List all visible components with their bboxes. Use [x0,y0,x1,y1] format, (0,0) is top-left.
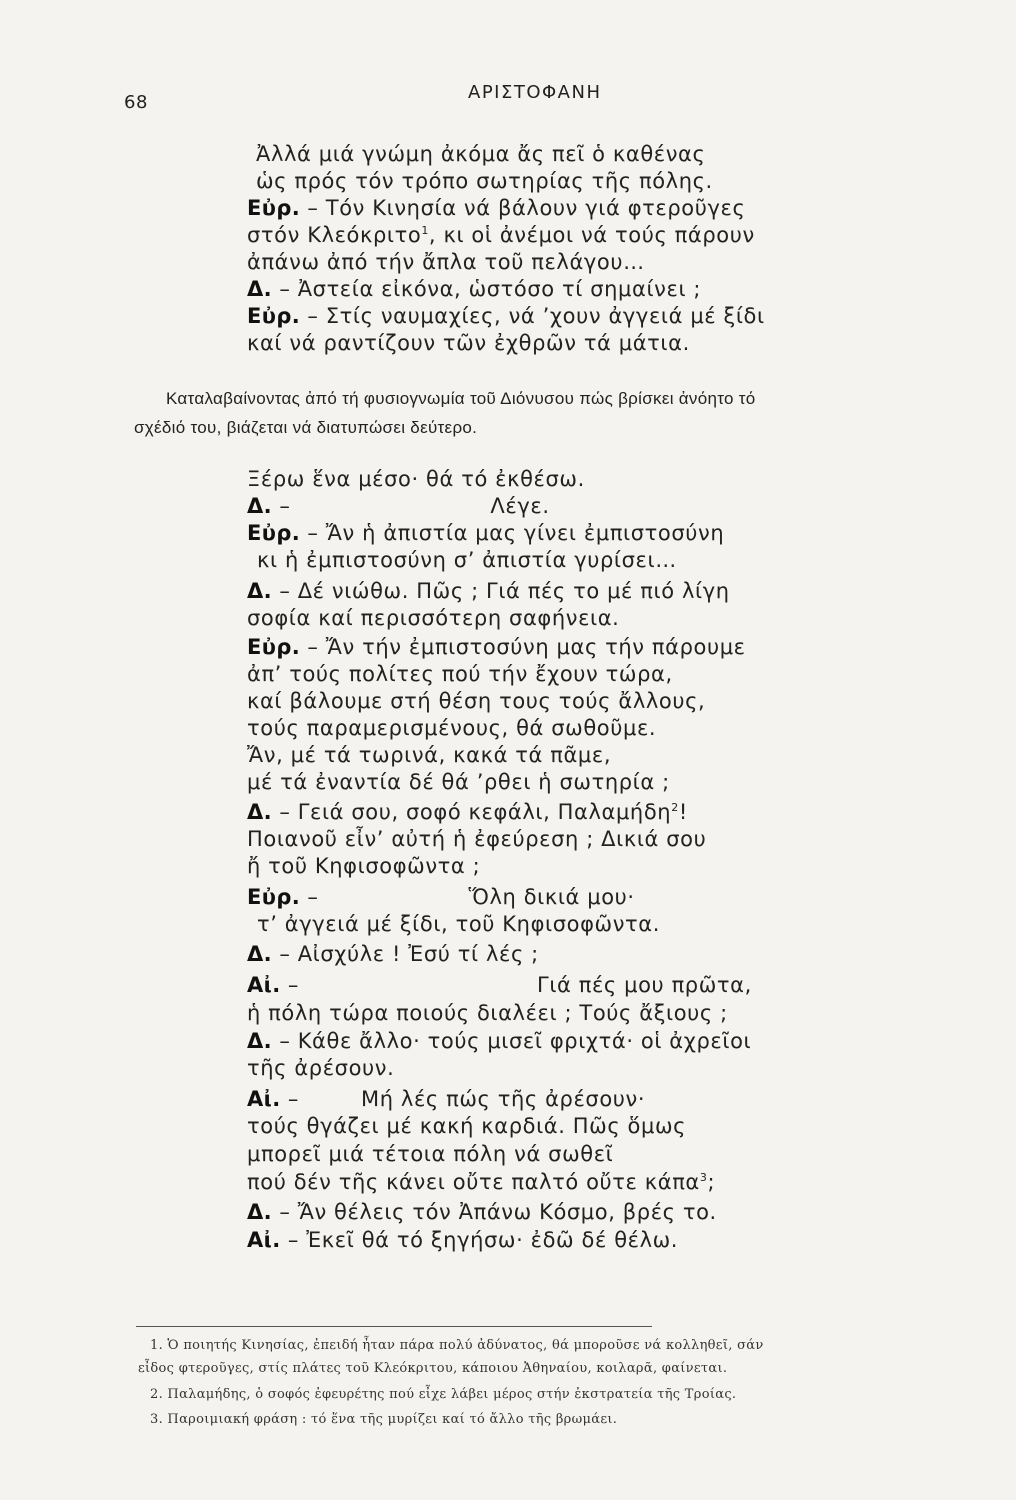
verse-line [257,911,660,937]
verse-line [247,330,690,356]
verse-text: τῆς ἀρέσουν. [247,1056,395,1080]
verse-line [247,972,752,998]
verse-text: , κι οἱ ἀνέμοι νά τούς πάρουν [428,223,755,247]
verse-text: ὡς πρός τόν τρόπο σωτηρίας τῆς πόλης. [256,169,713,193]
verse-line [247,661,673,687]
speaker-label: Αἰ. [247,1228,281,1252]
page-number: 68 [124,92,148,113]
speaker-label: Δ. [247,1029,273,1053]
speaker-label: Δ. [247,942,273,966]
verse-text: – Γειά σου, σοφό κεφάλι, Παλαμήδη [279,800,672,824]
verse-text: ἀπάνω ἀπό τήν ἄπλα τοῦ πελάγου… [247,250,645,274]
verse-text: – Ἄν ἡ ἀπιστία μας γίνει ἐμπιστοσύνη [307,521,725,545]
verse-text: – [287,1087,300,1111]
verse-line [247,742,611,768]
verse-text: μπορεῖ μιά τέτοια πόλη νά σωθεῖ [247,1142,614,1166]
verse-text: ! [678,800,688,824]
verse-line [247,1113,686,1139]
verse-text: – Τόν Κινησία νά βάλουν γιά φτεροῦγες [307,196,746,220]
verse-text: μέ τά ἐναντία δέ θά ’ρθει ἡ σωτηρία ; [247,770,670,794]
verse-text: τ’ ἀγγειά μέ ξίδι, τοῦ Κηφισοφῶντα. [257,912,661,936]
verse-line [257,547,677,573]
verse-line [247,715,656,741]
footnote-2: 2. Παλαμήδης, ὁ σοφός ἐφευρέτης πού εἶχε λάβει μέρος στήν ἐκστρατεία τῆς Τροίας. [150,1387,737,1402]
verse-text: στόν Κλεόκριτο [247,223,422,247]
verse-text: Ὅλη δικιά μου· [468,885,635,909]
verse-text: τούς θγάζει μέ κακή καρδιά. Πῶς ὅμως [247,1114,687,1138]
verse-line [247,520,724,546]
verse-line [247,1000,728,1026]
speaker-label: Εὐρ. [247,635,301,659]
verse-text: Ποιανοῦ εἶν’ αὐτή ἡ ἐφεύρεση ; Δικιά σου [247,827,707,851]
verse-text: Ξέρω ἕνα μέσο· θά τό ἐκθέσω. [247,467,585,491]
verse-text: καί βάλουμε στή θέση τους τούς ἄλλους, [247,689,706,713]
verse-text: – [287,973,300,997]
speaker-label: Δ. [247,494,273,518]
verse-text: – Αἰσχύλε ! Ἐσύ τί λές ; [279,942,539,966]
footnote-divider [136,1326,652,1327]
footnote-1: 1. Ὁ ποιητής Κινησίας, ἐπειδή ἦταν πάρα πολύ ἀδύνατος, θά μποροῦσε νά κολληθεῖ, σάν [150,1338,764,1353]
verse-line [247,605,619,631]
verse-line [247,1227,678,1253]
verse-text: ; [707,1170,716,1194]
verse-line [247,1169,715,1195]
verse-text: Ἄν, μέ τά τωρινά, κακά τά πᾶμε, [247,743,612,767]
verse-text: πού δέν τῆς κάνει οὔτε παλτό οὔτε κάπα [247,1170,700,1194]
speaker-label: Αἰ. [247,973,281,997]
verse-text: ἡ πόλη τώρα ποιούς διαλέει ; Τούς ἄξιους ; [247,1001,728,1025]
verse-line [247,634,746,660]
verse-text: τούς παραμερισμένους, θά σωθοῦμε. [247,716,657,740]
verse-line [247,1055,394,1081]
speaker-label: Δ. [247,1200,273,1224]
verse-line [247,1141,613,1167]
speaker-label: Εὐρ. [247,304,301,328]
verse-text: Μή λές πώς τῆς ἀρέσουν· [361,1087,646,1111]
stage-direction-line: σχέδιό του, βιάζεται νά διατυπώσει δεύτερο. [134,418,478,437]
verse-text: – Ἄν τήν ἐμπιστοσύνη μας τήν πάρουμε [307,635,746,659]
verse-line [247,799,688,825]
speaker-label: Αἰ. [247,1087,281,1111]
verse-line [247,769,670,795]
verse-text: – Δέ νιώθω. Πῶς ; Γιά πές το μέ πιό λίγη [279,579,730,603]
speaker-label: Δ. [247,800,273,824]
verse-line [247,1028,751,1054]
verse-text: καί νά ραντίζουν τῶν ἐχθρῶν τά μάτια. [247,331,690,355]
verse-line [247,493,550,519]
verse-text: ἤ τοῦ Κηφισοφῶντα ; [247,854,481,878]
verse-text: – [279,494,291,518]
verse-text: κι ἡ ἐμπιστοσύνη σ’ ἀπιστία γυρίσει… [257,548,677,572]
footnote-ref: 2 [671,801,679,814]
verse-text: – Ἐκεῖ θά τό ξηγήσω· ἐδῶ δέ θέλω. [287,1228,679,1252]
speaker-label: Εὐρ. [247,885,301,909]
verse-line [247,466,585,492]
footnote-ref: 3 [699,1171,708,1184]
speaker-label: Δ. [247,579,273,603]
verse-text: Λέγε. [490,494,550,518]
verse-line [247,578,730,604]
footnote-1-continued: εἶδος φτεροῦγες, στίς πλάτες τοῦ Κλεόκριτου, κάποιου Ἀθηναίου, κοιλαρᾶ, φαίνεται. [138,1361,728,1376]
stage-direction-line: Καταλαβαίνοντας ἀπό τή φυσιογνωμία τοῦ Διόνυσου πώς βρίσκει ἀνόητο τό [166,389,756,408]
verse-text: – Στίς ναυμαχίες, νά ’χουν ἀγγειά μέ ξίδι [307,304,765,328]
verse-line [256,141,705,167]
speaker-label: Εὐρ. [247,521,301,545]
verse-line [247,826,706,852]
verse-line [247,303,765,329]
verse-line [256,168,713,194]
verse-text: – Κάθε ἄλλο· τούς μισεῖ φριχτά· οἱ ἀχρεῖοι [279,1029,752,1053]
verse-line [247,195,745,221]
verse-line [247,276,701,302]
verse-text: ἀπ’ τούς πολίτες πού τήν ἔχουν τώρα, [247,662,673,686]
footnote-ref: 1 [421,224,429,237]
verse-text: – Ἄν θέλεις τόν Ἀπάνω Κόσμο, βρές το. [279,1200,717,1224]
verse-line [247,1199,717,1225]
verse-line [247,222,755,248]
verse-line [247,688,705,714]
verse-text: σοφία καί περισσότερη σαφήνεια. [247,606,620,630]
verse-line [247,884,635,910]
verse-text: Ἀλλά μιά γνώμη ἀκόμα ἄς πεῖ ὁ καθένας [256,142,706,166]
verse-text: – [307,885,319,909]
verse-line [247,853,480,879]
speaker-label: Δ. [247,277,273,301]
verse-text: – Ἀστεία εἰκόνα, ὡστόσο τί σημαίνει ; [279,277,702,301]
running-title: ΑΡΙΣΤΟΦΑΝΗ [468,82,602,103]
verse-line [247,941,539,967]
footnote-3: 3. Παροιμιακή φράση : τό ἕνα τῆς μυρίζει καί τό ἄλλο τῆς βρωμάει. [150,1412,618,1427]
verse-line [247,1086,645,1112]
verse-text: Γιά πές μου πρῶτα, [537,973,752,997]
speaker-label: Εὐρ. [247,196,301,220]
verse-line [247,249,645,275]
